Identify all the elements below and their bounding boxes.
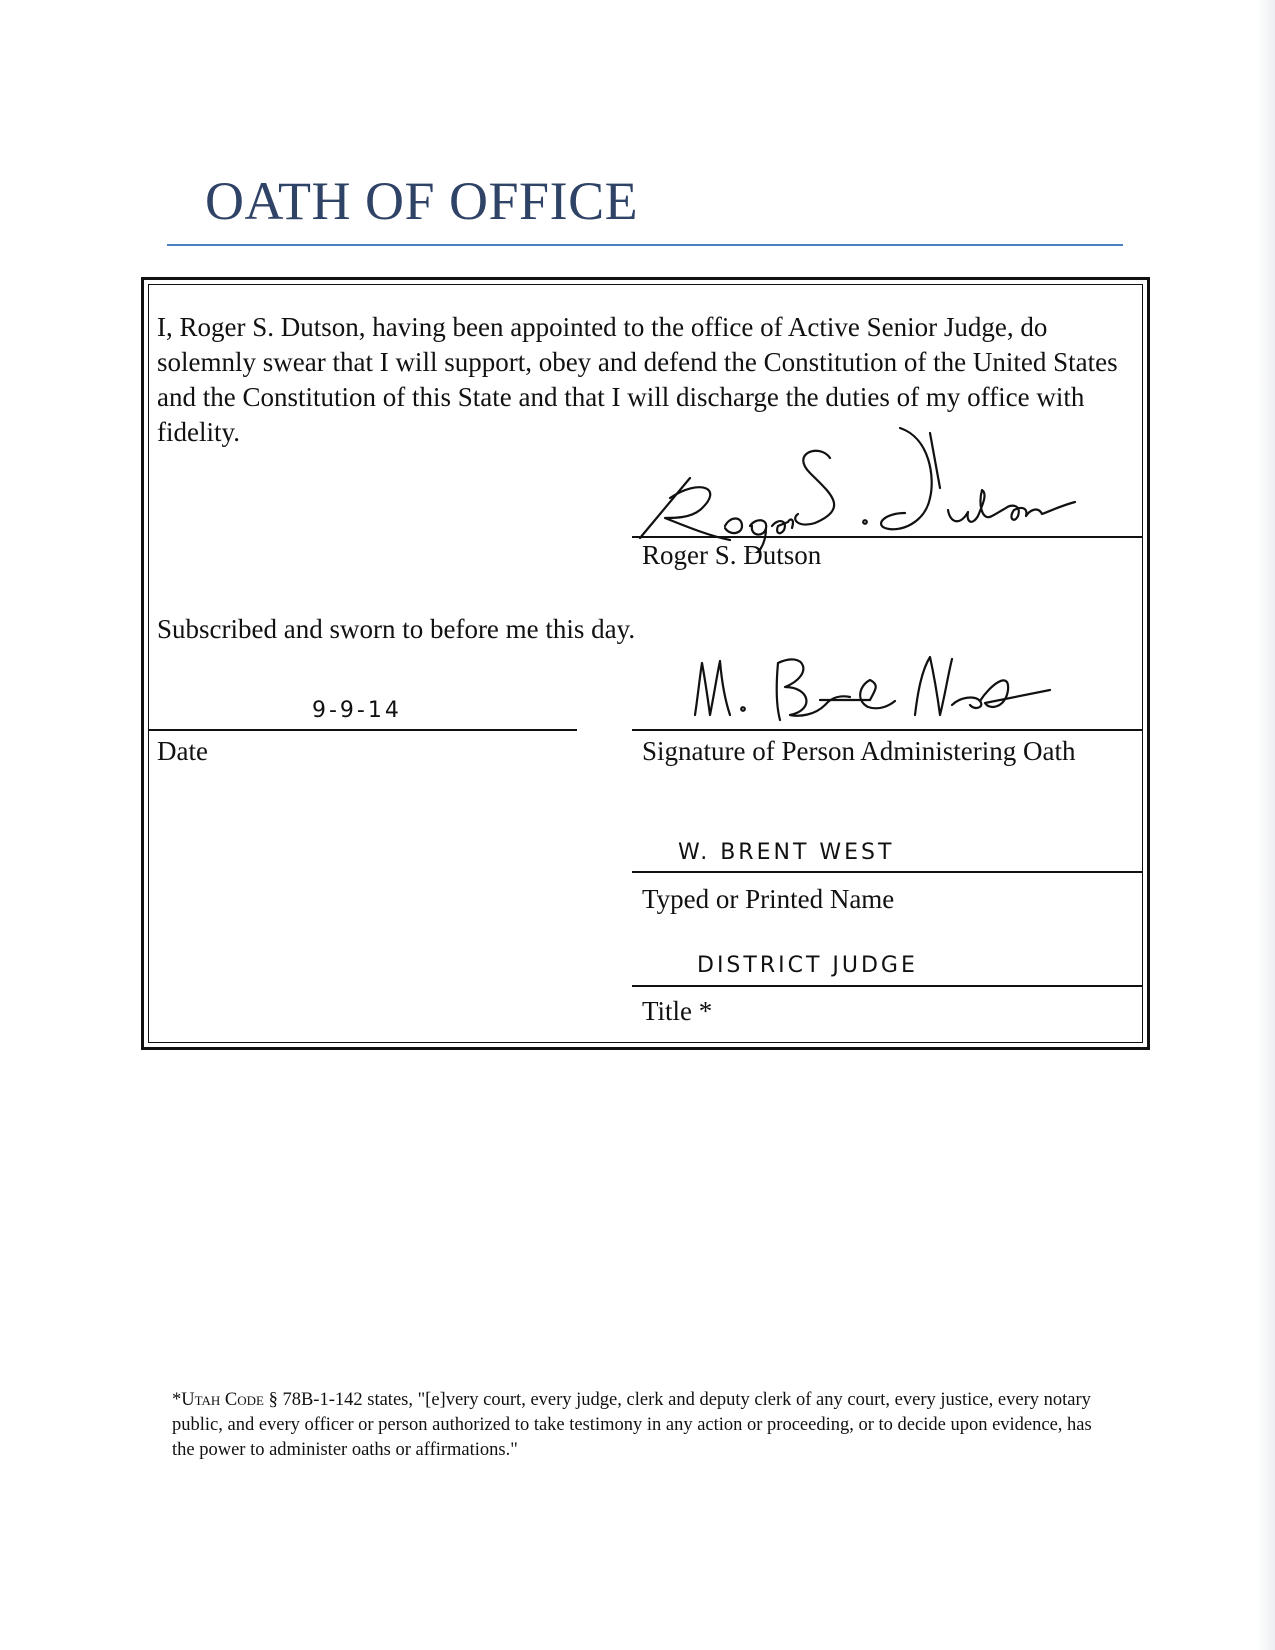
- administrator-signature: [690, 645, 1080, 730]
- administrator-signature-label: Signature of Person Administering Oath: [642, 736, 1076, 766]
- footnote-code-ref: *Utah Code: [172, 1390, 264, 1410]
- title-line: [632, 985, 1143, 987]
- footnote: [172, 1388, 1102, 1463]
- administrator-printed-name-value: W. BRENT WEST: [678, 840, 895, 865]
- subscribed-statement: Subscribed and sworn to before me this day.: [157, 614, 636, 644]
- date-value: 9-9-14: [312, 698, 402, 723]
- printed-name-label: Typed or Printed Name: [642, 884, 895, 914]
- date-line: [148, 729, 577, 731]
- title-underline: [167, 244, 1123, 246]
- date-label: Date: [157, 736, 208, 766]
- page-title: OATH OF OFFICE: [205, 171, 639, 231]
- page-edge-shadow: [1257, 0, 1275, 1650]
- title-label: Title *: [642, 996, 713, 1026]
- administrator-signature-line: [632, 729, 1143, 731]
- administrator-title-value: DISTRICT JUDGE: [697, 953, 918, 978]
- oath-statement: I, Roger S. Dutson, having been appointed to the office of Active Senior Judge, do solemnly swear that I will support, obey and defend the Constitution of the United States and the Constitution of this State and that I will discharge the duties of my office with fidelity.: [157, 312, 1118, 447]
- signer-signature: [630, 418, 1150, 553]
- footnote-text: § 78B-1-142 states, "[e]very court, every judge, clerk and deputy clerk of any court, every justice, every notary public, and every officer or person authorized to take testimony in any action or proceeding, or to decide upon evidence, has the power to administer oaths or affirmations.": [172, 1390, 1092, 1460]
- printed-name-line: [632, 871, 1143, 873]
- signer-printed-name: Roger S. Dutson: [642, 540, 822, 570]
